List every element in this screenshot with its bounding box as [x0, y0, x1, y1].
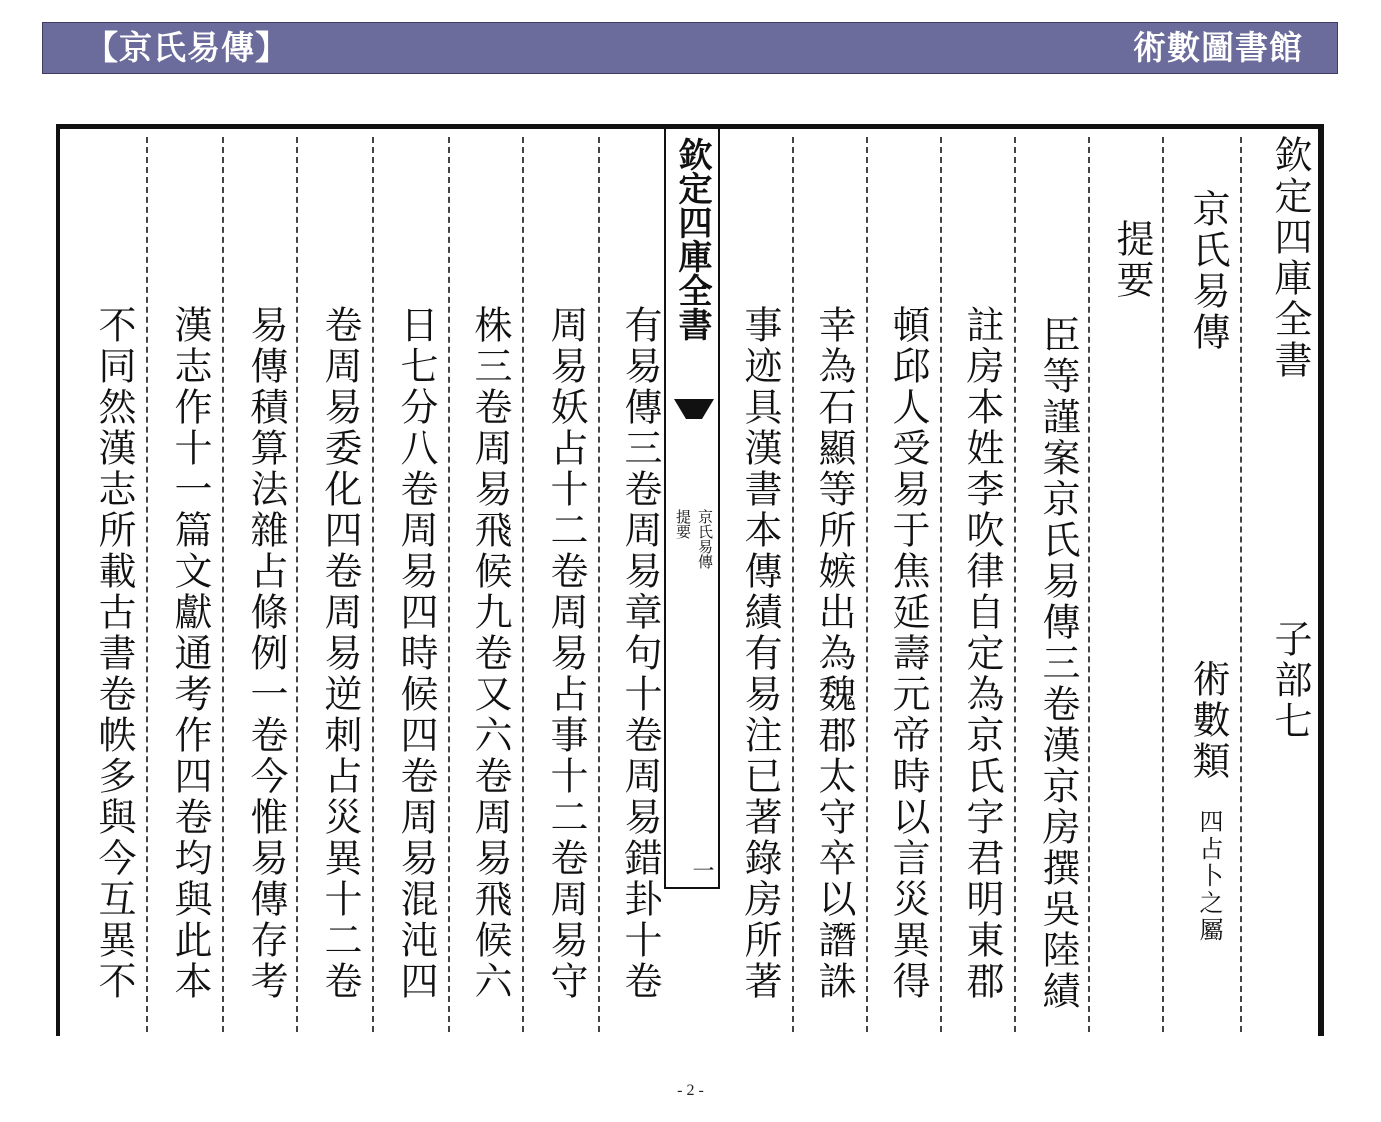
text-column-11 [236, 129, 296, 1036]
center-fold-column [666, 129, 722, 1036]
text-line: 註房本姓李吹律自定為京氏字君明東郡 [960, 305, 1004, 1002]
column-rule [222, 137, 224, 1032]
collection-title: 欽定四庫全書 [1268, 135, 1312, 381]
subcategory-label: 四占卜之屬 [1195, 809, 1223, 944]
abstract-label-column [1102, 129, 1162, 1036]
division-label: 子部七 [1268, 619, 1312, 742]
header-banner [42, 22, 1338, 74]
text-column-8 [460, 129, 520, 1036]
center-collection-title: 欽定四庫全書 [672, 137, 712, 341]
collection-title-column [1260, 129, 1320, 1036]
column-rule [1088, 137, 1090, 1032]
text-column-2 [952, 129, 1012, 1036]
text-line: 幸為石顯等所嫉出為魏郡太守卒以譖誅 [812, 305, 856, 1002]
text-line: 頓邱人受易于焦延壽元帝時以言災異得 [886, 305, 930, 1002]
folio-number: 一 [689, 859, 714, 881]
text-line: 不同然漢志所載古書卷帙多與今互異不 [92, 305, 136, 1002]
book-title-vertical: 京氏易傳 [1186, 189, 1230, 353]
column-rule [866, 137, 868, 1032]
text-line: 日七分八卷周易四時候四卷周易混沌四 [394, 305, 438, 1002]
abstract-label: 提要 [1110, 219, 1154, 301]
text-column-5 [730, 129, 790, 1036]
center-book-title: 京氏易傳 [696, 509, 714, 569]
column-rule [598, 137, 600, 1032]
text-line: 周易妖占十二卷周易占事十二卷周易守 [544, 305, 588, 1002]
text-column-7 [536, 129, 596, 1036]
text-line: 易傳積算法雜占條例一卷今惟易傳存考 [244, 305, 288, 1002]
text-column-10 [310, 129, 370, 1036]
center-section-label: 提要 [674, 509, 692, 539]
column-rule [448, 137, 450, 1032]
text-line: 事迹具漢書本傳績有易注已著錄房所著 [738, 305, 782, 1002]
text-line: 臣等謹案京氏易傳三卷漢京房撰吳陸績 [1036, 315, 1080, 1012]
scanned-page [56, 124, 1324, 1036]
column-rule [792, 137, 794, 1032]
text-column-13 [84, 129, 144, 1036]
page-number: - 2 - [677, 1082, 704, 1099]
text-column-6 [610, 129, 670, 1036]
column-rule [1014, 137, 1016, 1032]
text-line: 有易傳三卷周易章句十卷周易錯卦十卷 [618, 305, 662, 1002]
column-rule [296, 137, 298, 1032]
text-line: 漢志作十一篇文獻通考作四卷均與此本 [168, 305, 212, 1002]
text-column-4 [804, 129, 864, 1036]
book-title-column [1178, 129, 1238, 1036]
text-column-3 [878, 129, 938, 1036]
column-rule [1240, 137, 1242, 1032]
text-line: 株三卷周易飛候九卷又六卷周易飛候六 [468, 305, 512, 1002]
column-rule [522, 137, 524, 1032]
text-column-12 [160, 129, 220, 1036]
library-name: 術數圖書館 [1133, 28, 1303, 67]
fish-tail-mark [674, 399, 714, 419]
column-rule [940, 137, 942, 1032]
column-rule [1162, 137, 1164, 1032]
category-label: 術數類 [1186, 659, 1230, 782]
text-column-1 [1028, 129, 1088, 1036]
column-rule [372, 137, 374, 1032]
column-rule [146, 137, 148, 1032]
book-title: 【京氏易傳】 [85, 28, 289, 67]
text-line: 卷周易委化四卷周易逆刺占災異十二卷 [318, 305, 362, 1002]
text-column-9 [386, 129, 446, 1036]
